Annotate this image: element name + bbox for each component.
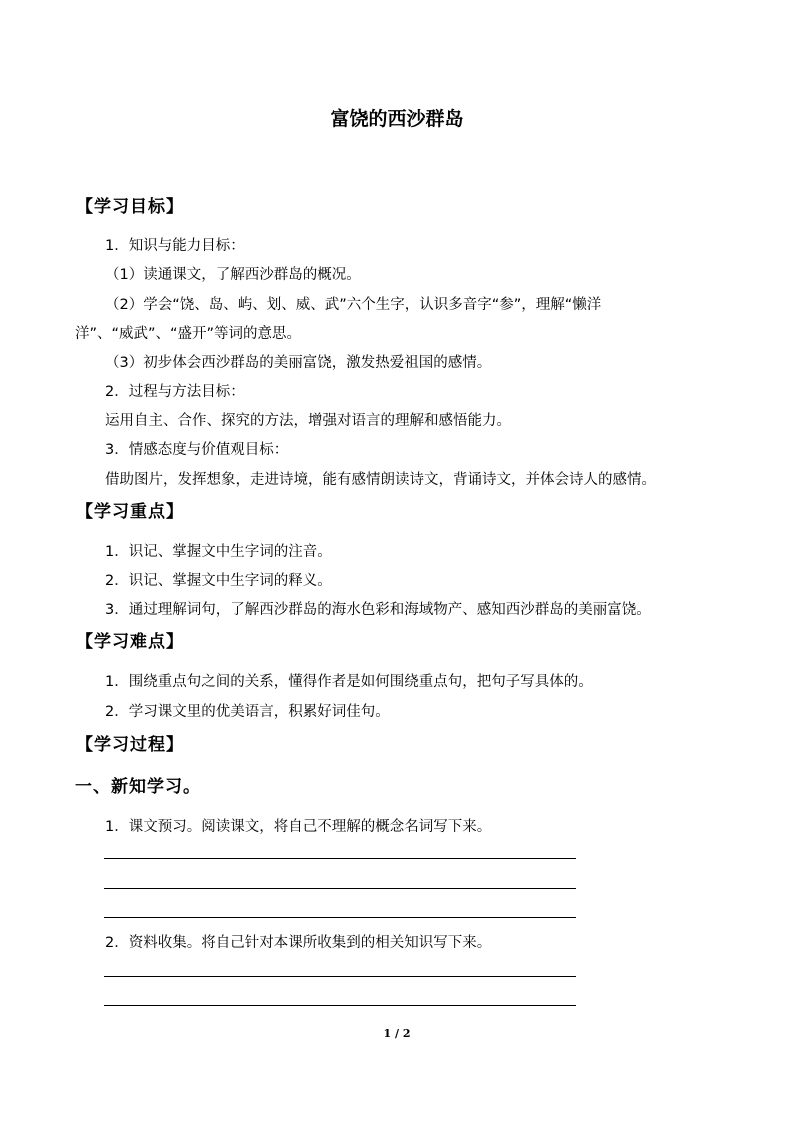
key-point-line: 2．识记、掌握文中生字词的释义。 bbox=[105, 573, 332, 589]
difficulty-line: 2．学习课文里的优美语言，积累好词佳句。 bbox=[105, 704, 390, 720]
section-heading-key-points: 【学习重点】 bbox=[76, 502, 184, 522]
goal-line: （1）读通课文，了解西沙群岛的概况。 bbox=[105, 267, 361, 283]
answer-line[interactable] bbox=[104, 917, 576, 918]
goal-line: 运用自主、合作、探究的方法，增强对语言的理解和感悟能力。 bbox=[105, 413, 511, 429]
section-heading-difficulties: 【学习难点】 bbox=[76, 632, 184, 652]
answer-line[interactable] bbox=[104, 888, 576, 889]
key-point-line: 1．识记、掌握文中生字词的注音。 bbox=[105, 544, 332, 560]
goal-line: 借助图片，发挥想象，走进诗境，能有感情朗读诗文，背诵诗文，并体会诗人的感情。 bbox=[105, 472, 656, 488]
process-subheading: 一、新知学习。 bbox=[75, 777, 201, 797]
page-title: 富饶的西沙群岛 bbox=[330, 108, 464, 130]
goal-line: 1．知识与能力目标： bbox=[105, 238, 245, 254]
answer-line[interactable] bbox=[104, 976, 576, 977]
goal-line: （3）初步体会西沙群岛的美丽富饶，激发热爱祖国的感情。 bbox=[105, 355, 492, 371]
goal-line: （2）学会“饶、岛、屿、划、威、武”六个生字，认识多音字“参”，理解“懒洋 bbox=[105, 297, 602, 313]
answer-line[interactable] bbox=[104, 1005, 576, 1006]
process-item-preview: 1．课文预习。阅读课文，将自己不理解的概念名词写下来。 bbox=[105, 819, 492, 835]
answer-line[interactable] bbox=[104, 858, 576, 859]
page-number: 1 / 2 bbox=[383, 1027, 411, 1040]
section-heading-goals: 【学习目标】 bbox=[76, 197, 184, 217]
key-point-line: 3．通过理解词句，了解西沙群岛的海水色彩和海域物产、感知西沙群岛的美丽富饶。 bbox=[105, 602, 651, 618]
goal-line: 3．情感态度与价值观目标： bbox=[105, 442, 289, 458]
goal-line: 洋”、“威武”、“盛开”等词的意思。 bbox=[75, 326, 302, 342]
section-heading-process: 【学习过程】 bbox=[76, 735, 184, 755]
difficulty-line: 1．围绕重点句之间的关系，懂得作者是如何围绕重点句，把句子写具体的。 bbox=[105, 674, 593, 690]
process-item-materials: 2．资料收集。将自己针对本课所收集到的相关知识写下来。 bbox=[105, 935, 492, 951]
goal-line: 2．过程与方法目标： bbox=[105, 384, 245, 400]
